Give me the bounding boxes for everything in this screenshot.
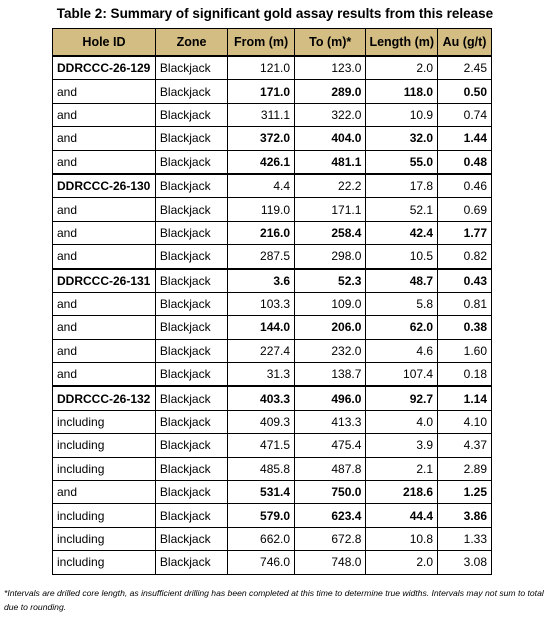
cell-from: 403.3	[228, 386, 295, 410]
cell-length: 10.5	[366, 245, 438, 269]
cell-from: 471.5	[228, 434, 295, 457]
cell-length: 44.4	[366, 504, 438, 527]
cell-au: 0.46	[438, 174, 492, 198]
cell-hole-id: and	[53, 80, 156, 103]
table-row	[53, 504, 492, 527]
cell-au: 4.37	[438, 434, 492, 457]
cell-length: 10.9	[366, 103, 438, 126]
cell-to: 22.2	[295, 174, 366, 198]
cell-zone: Blackjack	[155, 269, 227, 293]
cell-to: 623.4	[295, 504, 366, 527]
cell-length: 2.0	[366, 551, 438, 574]
table-row	[53, 410, 492, 433]
cell-au: 1.14	[438, 386, 492, 410]
table-row	[53, 56, 492, 80]
cell-zone: Blackjack	[155, 56, 227, 80]
cell-from: 311.1	[228, 103, 295, 126]
cell-au: 2.89	[438, 457, 492, 480]
cell-from: 227.4	[228, 339, 295, 362]
cell-to: 138.7	[295, 363, 366, 387]
cell-zone: Blackjack	[155, 363, 227, 387]
cell-from: 4.4	[228, 174, 295, 198]
cell-to: 748.0	[295, 551, 366, 574]
cell-zone: Blackjack	[155, 80, 227, 103]
cell-hole-id: DDRCCC-26-132	[53, 386, 156, 410]
table-row	[53, 198, 492, 221]
cell-to: 413.3	[295, 410, 366, 433]
cell-hole-id: and	[53, 316, 156, 339]
column-header-hole-id: Hole ID	[53, 29, 156, 57]
cell-hole-id: and	[53, 363, 156, 387]
cell-to: 672.8	[295, 527, 366, 550]
cell-to: 232.0	[295, 339, 366, 362]
cell-hole-id: and	[53, 127, 156, 150]
column-header-from: From (m)	[228, 29, 295, 57]
cell-zone: Blackjack	[155, 150, 227, 174]
cell-length: 3.9	[366, 434, 438, 457]
cell-from: 579.0	[228, 504, 295, 527]
cell-to: 258.4	[295, 221, 366, 244]
table-row	[53, 269, 492, 293]
cell-from: 426.1	[228, 150, 295, 174]
table-row	[53, 481, 492, 504]
cell-length: 17.8	[366, 174, 438, 198]
cell-hole-id: including	[53, 504, 156, 527]
cell-length: 5.8	[366, 292, 438, 315]
cell-au: 0.48	[438, 150, 492, 174]
cell-zone: Blackjack	[155, 198, 227, 221]
cell-zone: Blackjack	[155, 386, 227, 410]
cell-length: 2.1	[366, 457, 438, 480]
table-row	[53, 245, 492, 269]
table-row	[53, 221, 492, 244]
cell-zone: Blackjack	[155, 410, 227, 433]
cell-au: 1.44	[438, 127, 492, 150]
table-row	[53, 434, 492, 457]
cell-from: 746.0	[228, 551, 295, 574]
cell-zone: Blackjack	[155, 245, 227, 269]
cell-from: 119.0	[228, 198, 295, 221]
cell-to: 289.0	[295, 80, 366, 103]
cell-hole-id: including	[53, 551, 156, 574]
cell-to: 487.8	[295, 457, 366, 480]
cell-length: 92.7	[366, 386, 438, 410]
cell-to: 171.1	[295, 198, 366, 221]
cell-from: 409.3	[228, 410, 295, 433]
cell-au: 2.45	[438, 56, 492, 80]
cell-au: 4.10	[438, 410, 492, 433]
cell-length: 107.4	[366, 363, 438, 387]
table-row	[53, 80, 492, 103]
cell-zone: Blackjack	[155, 527, 227, 550]
cell-au: 0.43	[438, 269, 492, 293]
cell-to: 109.0	[295, 292, 366, 315]
cell-hole-id: and	[53, 198, 156, 221]
cell-length: 62.0	[366, 316, 438, 339]
cell-to: 322.0	[295, 103, 366, 126]
cell-from: 531.4	[228, 481, 295, 504]
cell-to: 52.3	[295, 269, 366, 293]
cell-au: 0.82	[438, 245, 492, 269]
table-row	[53, 339, 492, 362]
cell-hole-id: including	[53, 457, 156, 480]
cell-zone: Blackjack	[155, 221, 227, 244]
cell-length: 52.1	[366, 198, 438, 221]
footnote: *Intervals are drilled core length, as insufficient drilling has been completed at this time to determine true widths. Intervals may not sum to total due to rounding.	[4, 588, 544, 612]
cell-from: 216.0	[228, 221, 295, 244]
cell-au: 3.86	[438, 504, 492, 527]
cell-from: 121.0	[228, 56, 295, 80]
cell-au: 1.33	[438, 527, 492, 550]
cell-from: 287.5	[228, 245, 295, 269]
cell-to: 481.1	[295, 150, 366, 174]
cell-zone: Blackjack	[155, 292, 227, 315]
cell-to: 475.4	[295, 434, 366, 457]
cell-length: 42.4	[366, 221, 438, 244]
cell-au: 1.60	[438, 339, 492, 362]
table-header-row	[53, 29, 492, 57]
cell-zone: Blackjack	[155, 316, 227, 339]
cell-to: 298.0	[295, 245, 366, 269]
table-row	[53, 174, 492, 198]
cell-hole-id: and	[53, 481, 156, 504]
cell-zone: Blackjack	[155, 504, 227, 527]
cell-to: 206.0	[295, 316, 366, 339]
cell-hole-id: including	[53, 410, 156, 433]
table-row	[53, 551, 492, 574]
cell-hole-id: and	[53, 292, 156, 315]
cell-hole-id: and	[53, 245, 156, 269]
cell-length: 48.7	[366, 269, 438, 293]
table-body	[53, 56, 492, 574]
cell-au: 1.25	[438, 481, 492, 504]
column-header-to: To (m)*	[295, 29, 366, 57]
column-header-length: Length (m)	[366, 29, 438, 57]
cell-length: 2.0	[366, 56, 438, 80]
cell-to: 496.0	[295, 386, 366, 410]
column-header-zone: Zone	[155, 29, 227, 57]
cell-length: 32.0	[366, 127, 438, 150]
table-row	[53, 103, 492, 126]
cell-zone: Blackjack	[155, 434, 227, 457]
cell-length: 218.6	[366, 481, 438, 504]
table-row	[53, 457, 492, 480]
cell-au: 0.18	[438, 363, 492, 387]
cell-length: 10.8	[366, 527, 438, 550]
cell-hole-id: DDRCCC-26-131	[53, 269, 156, 293]
cell-au: 1.77	[438, 221, 492, 244]
cell-hole-id: and	[53, 221, 156, 244]
cell-zone: Blackjack	[155, 103, 227, 126]
cell-hole-id: DDRCCC-26-129	[53, 56, 156, 80]
cell-au: 0.81	[438, 292, 492, 315]
cell-hole-id: including	[53, 434, 156, 457]
cell-from: 485.8	[228, 457, 295, 480]
cell-hole-id: and	[53, 339, 156, 362]
cell-from: 662.0	[228, 527, 295, 550]
cell-from: 3.6	[228, 269, 295, 293]
table-row	[53, 127, 492, 150]
column-header-au: Au (g/t)	[438, 29, 492, 57]
table-row	[53, 316, 492, 339]
table-row	[53, 386, 492, 410]
cell-length: 4.0	[366, 410, 438, 433]
cell-zone: Blackjack	[155, 481, 227, 504]
cell-zone: Blackjack	[155, 174, 227, 198]
cell-to: 123.0	[295, 56, 366, 80]
cell-zone: Blackjack	[155, 127, 227, 150]
cell-au: 3.08	[438, 551, 492, 574]
cell-zone: Blackjack	[155, 457, 227, 480]
table-row	[53, 292, 492, 315]
cell-au: 0.38	[438, 316, 492, 339]
cell-length: 55.0	[366, 150, 438, 174]
table-row	[53, 150, 492, 174]
table-title: Table 2: Summary of significant gold assay results from this release	[56, 6, 494, 21]
cell-au: 0.74	[438, 103, 492, 126]
cell-hole-id: including	[53, 527, 156, 550]
cell-from: 372.0	[228, 127, 295, 150]
cell-length: 118.0	[366, 80, 438, 103]
cell-zone: Blackjack	[155, 551, 227, 574]
cell-from: 171.0	[228, 80, 295, 103]
cell-to: 404.0	[295, 127, 366, 150]
cell-hole-id: and	[53, 103, 156, 126]
table-row	[53, 363, 492, 387]
cell-hole-id: and	[53, 150, 156, 174]
cell-from: 144.0	[228, 316, 295, 339]
table-row	[53, 527, 492, 550]
cell-au: 0.50	[438, 80, 492, 103]
cell-au: 0.69	[438, 198, 492, 221]
assay-results-table	[52, 28, 492, 575]
cell-to: 750.0	[295, 481, 366, 504]
cell-from: 103.3	[228, 292, 295, 315]
cell-zone: Blackjack	[155, 339, 227, 362]
cell-length: 4.6	[366, 339, 438, 362]
cell-from: 31.3	[228, 363, 295, 387]
cell-hole-id: DDRCCC-26-130	[53, 174, 156, 198]
